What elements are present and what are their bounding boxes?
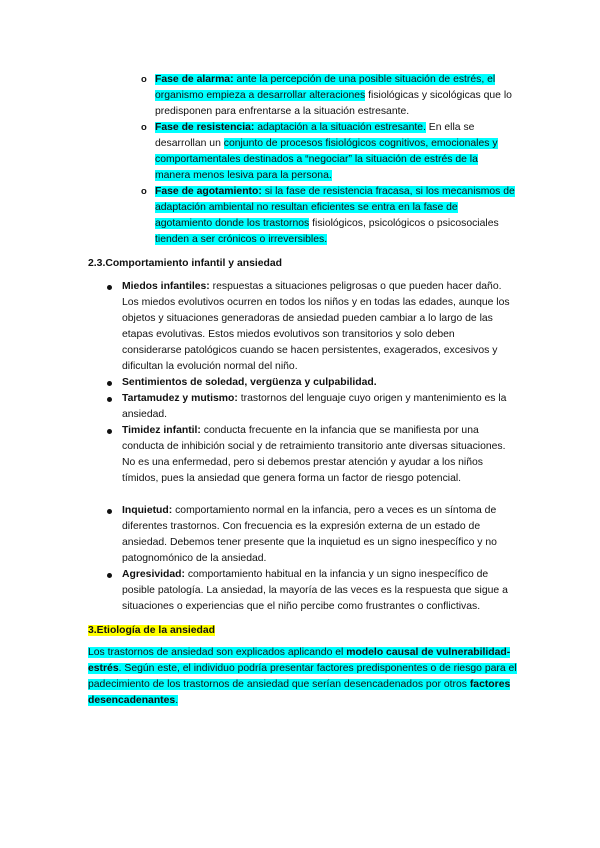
phase-resistance-text2: conjunto de procesos fisiológicos cognitivos, emocionales y comportamentales destinados a “negociar” la situación de estrés de la manera menos lesiva para la persona. [155,138,498,181]
bullet-sentimientos [122,375,517,391]
bullet-miedos-title: Miedos infantiles: [122,281,210,292]
phase-exhaustion-plain: fisiológicos, psicológicos o psicosociales [309,218,499,229]
bullet-tartamudez-title: Tartamudez y mutismo: [122,393,238,404]
phase-exhaustion [155,184,515,248]
etiology-paragraph [88,645,518,709]
etiology-t3: . [175,695,179,706]
section-3-highlight: 3.Etiología de la ansiedad [88,625,216,636]
etiology-t1: Los trastornos de ansiedad son explicados aplicando el [88,647,347,658]
bullet-dot [107,509,112,514]
bullet-timidez-title: Timidez infantil: [122,425,201,436]
section-heading-2-3: 2.3.Comportamiento infantil y ansiedad [88,258,282,269]
sub-marker: o [141,74,147,85]
sub-marker: o [141,186,147,197]
bullet-dot [107,381,112,386]
phase-alarm [155,72,515,120]
phase-resistance-plain: En ella se desarrollan un [155,122,475,149]
bullet-dot [107,573,112,578]
etiology-triggers: factores desencadenantes [88,679,511,706]
bullet-dot [107,397,112,402]
bullet-dot [107,285,112,290]
bullet-agresividad-text: comportamiento habitual en la infancia y un signo inespecífico de posible patología. La ansiedad, la mayoría de las veces es la respuesta que sigue a situaciones o experiencias que el niño percibe como frustrantes o conflictivas. [122,569,508,612]
phase-resistance-text: adaptación a la situación estresante. [254,122,426,133]
phase-resistance [155,120,515,184]
phase-resistance-title: Fase de resistencia: [155,122,255,133]
bullet-tartamudez-text: trastornos del lenguaje cuyo origen y mantenimiento es la ansiedad. [122,393,507,420]
bullet-inquietud-text: comportamiento normal en la infancia, pero a veces es un síntoma de diferentes trastornos. Con frecuencia es la expresión externa de un estado de ansiedad. Debemos tener presente que la inquietud es un signo inespecífico y no patognomónico de la ansiedad. [122,505,497,564]
phase-exhaustion-title: Fase de agotamiento: [155,186,262,197]
bullet-agresividad [122,567,517,615]
bullet-timidez-text: conducta frecuente en la infancia que se manifiesta por una conducta de inhibición social y de retraimiento transitorio ante diversas situaciones. No es una enfermedad, pero si debemos prestar atención y ayudar a los niños tímidos, pues la ansiedad que genera forma un factor de riesgo potencial. [122,425,506,484]
phase-exhaustion-text: si la fase de resistencia fracasa, si los mecanismos de adaptación ambiental no resultan eficientes se entra en la fase de agotamiento donde los trastornos [155,186,515,229]
etiology-t2: . Según este, el individuo podría presentar factores predisponentes o de riesgo para el padecimiento de los trastornos de ansiedad que serían desencadenados por otros [88,663,517,690]
phase-alarm-text: ante la percepción de una posible situación de estrés, el organismo empieza a desarrollar alteraciones [155,74,496,101]
bullet-tartamudez [122,391,517,423]
bullet-miedos [122,279,517,375]
section-heading-3 [88,623,215,639]
bullet-dot [107,429,112,434]
etiology-model: modelo causal de vulnerabilidad-estrés [88,647,511,674]
bullet-inquietud-title: Inquietud: [122,505,173,516]
bullet-sentimientos-title: Sentimientos de soledad, vergüenza y culpabilidad. [122,377,377,388]
bullet-inquietud [122,503,517,567]
bullet-miedos-text: respuestas a situaciones peligrosas o que pueden hacer daño. Los miedos evolutivos ocurren en todos los niños y en todas las edades, aunque los objetos y situaciones generadoras de ansiedad pueden cambiar a lo largo de las etapas evolutivas. Estos miedos evolutivos son transitorios y solo deben considerarse patológicos cuando se hacen persistentes, exagerados, excesivos y dificultan la evolución normal del niño. [122,281,510,372]
bullet-timidez [122,423,517,487]
phase-alarm-title: Fase de alarma: [155,74,234,85]
phase-alarm-rest: fisiológicas y sicológicas que lo predisponen para enfrentarse a la situación estresante. [155,90,512,117]
sub-marker: o [141,122,147,133]
phase-exhaustion-text2: tienden a ser crónicos o irreversibles. [155,234,328,245]
bullet-agresividad-title: Agresividad: [122,569,185,580]
